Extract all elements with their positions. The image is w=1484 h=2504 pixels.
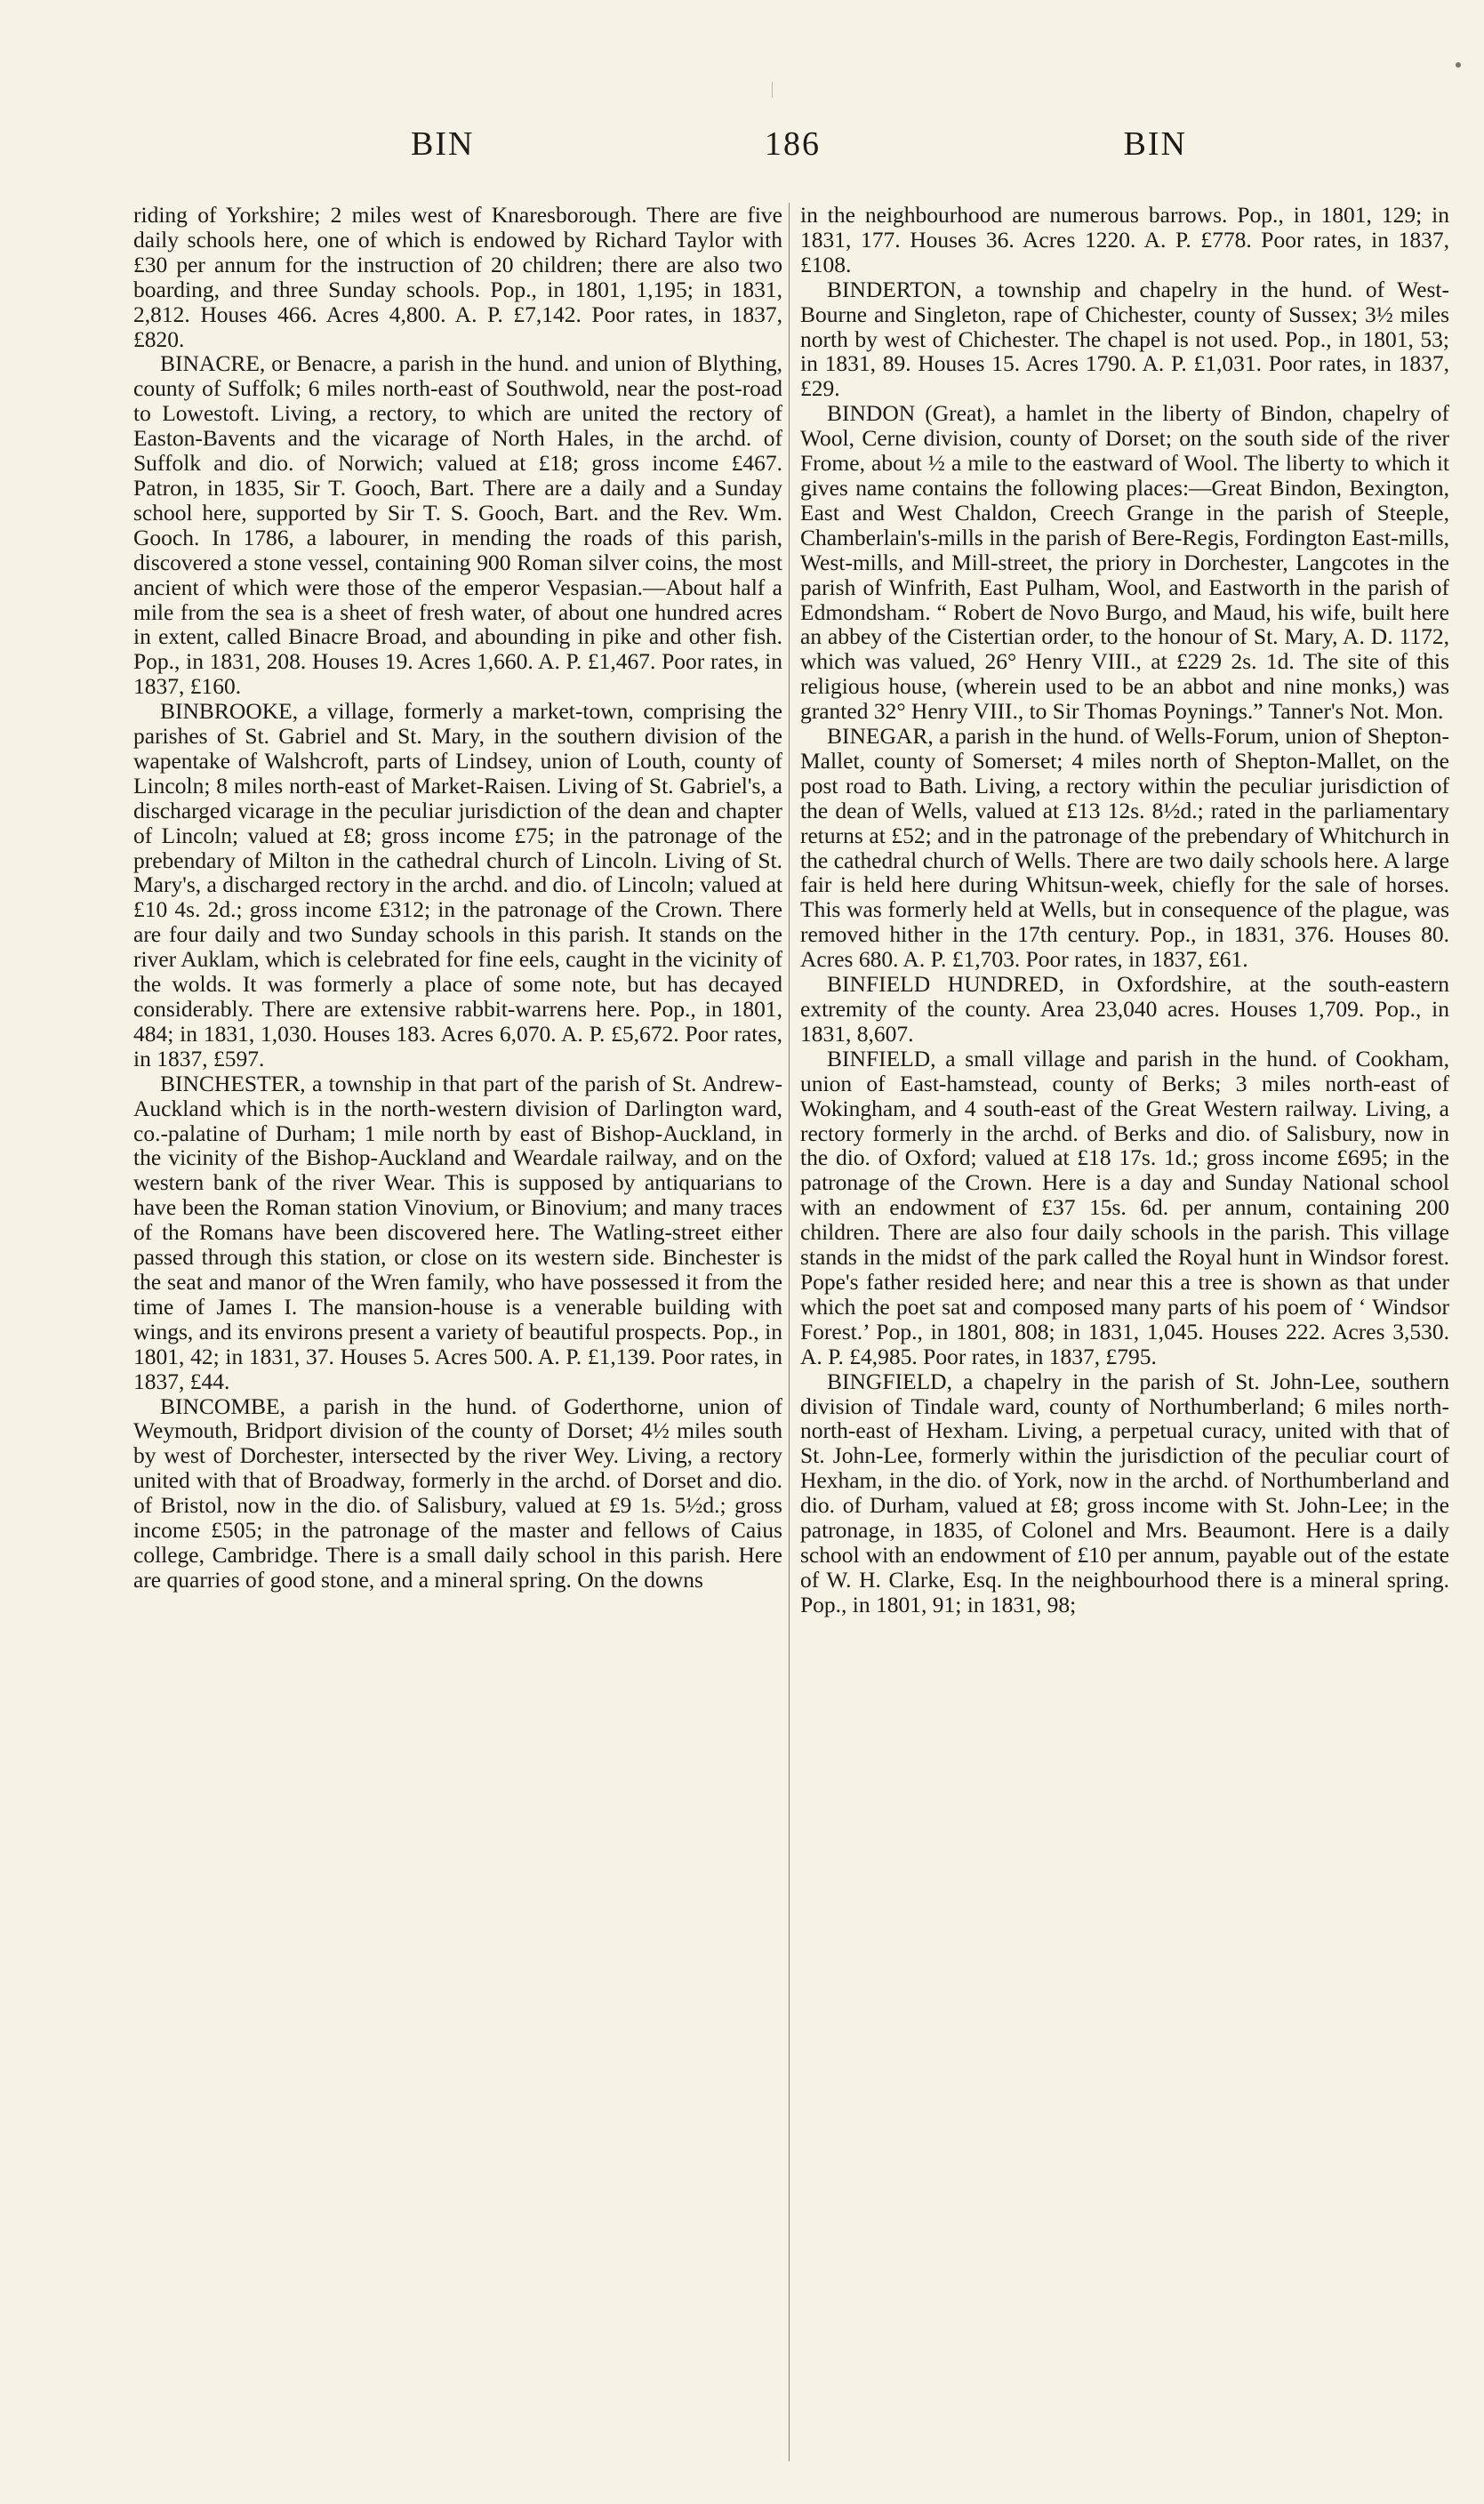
entry-binchester: BINCHESTER, a township in that part of the parish of St. Andrew-Auckland which is in the north-western division of Darlington ward, co.-palatine of Durham; 1 mile north by east of Bishop-Auckland, in the vicinity of the Bishop-Auckland and Weardale railway, and on the western bank of the river Wear. This is supposed by antiquarians to have been the Roman station Vinovium, or Binovium; and many traces of the Romans have been discovered here. The Watling-street either passed through this station, or close on its western side. Binchester is the seat and manor of the Wren family, who have possessed it from the time of James I. The mansion-house is a venerable building with wings, and its environs present a variety of beautiful prospects. Pop., in 1801, 42; in 1831, 37. Houses 5. Acres 500. A. P. £1,139. Poor rates, in 1837, £44. — [133, 1070, 782, 1394]
entry-bindon-great: BINDON (Great), a hamlet in the liberty of Bindon, chapelry of Wool, Cerne division, county of Dorset; on the south side of the river Frome, about ½ a mile to the eastward of Wool. The liberty to which it gives name contains the following places:—Great Bindon, Bexington, East and West Chaldon, Creech Grange in the parish of Steeple, Chamberlain's-mills in the parish of Bere-Regis, Fordington East-mills, West-mills, and Mill-street, the priory in Dorchester, Langcotes in the parish of Winfrith, East Pulham, Wool, and Eastworth in the parish of Edmondsham. “ Robert de Novo Burgo, and Maud, his wife, built here an abbey of the Cistertian order, to the honour of St. Mary, A. D. 1172, which was valued, 26° Henry VIII., at £229 2s. 1d. The site of this religious house, (wherein used to be an abbot and nine monks,) was granted 32° Henry VIII., to Sir Thomas Poynings.” Tanner's Not. Mon. — [800, 400, 1449, 725]
entry-continued: riding of Yorkshire; 2 miles west of Knaresborough. There are five daily schools here, one of which is endowed by Richard Taylor with £30 per annum for the instruction of 20 children; there are also two boarding, and three Sunday schools. Pop., in 1801, 1,195; in 1831, 2,812. Houses 466. Acres 4,800. A. P. £7,142. Poor rates, in 1837, £820. — [133, 202, 782, 352]
entry-binbrooke: BINBROOKE, a village, formerly a market-town, comprising the parishes of St. Gabriel and St. Mary, in the southern division of the wapentake of Walshcroft, parts of Lindsey, union of Louth, county of Lincoln; 8 miles north-east of Market-Raisen. Living of St. Gabriel's, a discharged vicarage in the peculiar jurisdiction of the dean and chapter of Lincoln; valued at £8; gross income £75; in the patronage of the prebendary of Milton in the cathedral church of Lincoln. Living of St. Mary's, a discharged rectory in the archd. and dio. of Lincoln; valued at £10 4s. 2d.; gross income £312; in the patronage of the Crown. There are four daily and two Sunday schools in this parish. It stands on the river Auklam, which is celebrated for fine eels, caught in the vicinity of the wolds. It was formerly a place of some note, but has decayed considerably. There are extensive rabbit-warrens here. Pop., in 1801, 484; in 1831, 1,030. Houses 183. Acres 6,070. A. P. £5,672. Poor rates, in 1837, £597. — [133, 698, 782, 1071]
right-column — [800, 203, 1449, 1617]
entry-binfield: BINFIELD, a small village and parish in the hund. of Cookham, union of East-hamstead, county of Berks; 3 miles north-east of Wokingham, and 4 south-east of the Great Western railway. Living, a rectory formerly in the archd. of Berks and dio. of Salisbury, now in the dio. of Oxford; valued at £18 17s. 1d.; gross income £695; in the patronage of the Crown. Here is a day and Sunday National school with an endowment of £37 15s. 6d. per annum, containing 200 children. There are also four daily schools in the parish. This village stands in the midst of the park called the Royal hunt in Windsor forest. Pope's father resided here; and near this a tree is shown as that under which the poet sat and composed many parts of his poem of ‘ Windsor Forest.’ Pop., in 1801, 808; in 1831, 1,045. Houses 222. Acres 3,530. A. P. £4,985. Poor rates, in 1837, £795. — [800, 1045, 1449, 1369]
running-header — [133, 124, 1356, 178]
entry-bincombe-continued: in the neighbourhood are numerous barrows. Pop., in 1801, 129; in 1831, 177. Houses 36. Acres 1220. A. P. £778. Poor rates, in 1837, £108. — [800, 202, 1449, 277]
entry-bincombe: BINCOMBE, a parish in the hund. of Goderthorne, union of Weymouth, Bridport division of the county of Dorset; 4½ miles south by west of Dorchester, intersected by the river Wey. Living, a rectory united with that of Broadway, formerly in the archd. of Dorset and dio. of Bristol, now in the dio. of Salisbury, valued at £9 1s. 5½d.; gross income £505; in the patronage of the master and fellows of Caius college, Cambridge. There is a small daily school in this parish. Here are quarries of good stone, and a mineral spring. On the downs — [133, 1392, 782, 1593]
ink-speck — [1456, 62, 1461, 68]
header-right-word: BIN — [1123, 125, 1187, 163]
entry-binderton: BINDERTON, a township and chapelry in the hund. of West-Bourne and Singleton, rape of Chichester, county of Sussex; 3½ miles north by west of Chichester. The chapel is not used. Pop., in 1801, 53; in 1831, 89. Houses 15. Acres 1790. A. P. £1,031. Poor rates, in 1837, £29. — [800, 276, 1449, 402]
ink-mark — [772, 82, 773, 98]
entry-binfield-hundred: BINFIELD HUNDRED, in Oxfordshire, at the south-eastern extremity of the county. Area 23,040 acres. Houses 1,709. Pop., in 1831, 8,607. — [800, 971, 1449, 1047]
entry-bingfield: BINGFIELD, a chapelry in the parish of St. John-Lee, southern division of Tindale ward, county of Northumberland; 6 miles north-north-east of Hexham. Living, a perpetual curacy, united with that of St. John-Lee, formerly within the jurisdiction of the peculiar court of Hexham, in the dio. of York, now in the archd. of Northumberland and dio. of Durham, valued at £8; gross income with St. John-Lee; in the patronage, in 1835, of Colonel and Mrs. Beaumont. Here is a daily school with an endowment of £10 per annum, payable out of the estate of W. H. Clarke, Esq. In the neighbourhood there is a mineral spring. Pop., in 1801, 91; in 1831, 98; — [800, 1368, 1449, 1617]
header-left-word: BIN — [411, 125, 475, 163]
left-column — [133, 203, 782, 1593]
entry-binegar: BINEGAR, a parish in the hund. of Wells-Forum, union of Shepton-Mallet, county of Somerset; 4 miles north of Shepton-Mallet, on the post road to Bath. Living, a rectory within the peculiar jurisdiction of the dean of Wells, valued at £13 12s. 8½d.; rated in the parliamentary returns at £52; and in the patronage of the prebendary of Whitchurch in the cathedral church of Wells. There are two daily schools here. A large fair is held here during Whitsun-week, chiefly for the sale of horses. This was formerly held at Wells, but in consequence of the plague, was removed hither in the 17th century. Pop., in 1831, 376. Houses 80. Acres 680. A. P. £1,703. Poor rates, in 1837, £61. — [800, 723, 1449, 973]
column-divider — [789, 203, 790, 2461]
page-number: 186 — [765, 125, 821, 163]
entry-binacre: BINACRE, or Benacre, a parish in the hund. and union of Blything, county of Suffolk; 6 miles north-east of Southwold, near the post-road to Lowestoft. Living, a rectory, to which are united the rectory of Easton-Bavents and the vicarage of North Hales, in the archd. of Suffolk and dio. of Norwich; valued at £18; gross income £467. Patron, in 1835, Sir T. Gooch, Bart. There are a daily and a Sunday school here, supported by Sir T. S. Gooch, Bart. and the Rev. Wm. Gooch. In 1786, a labourer, in mending the roads of this parish, discovered a stone vessel, containing 900 Roman silver coins, the most ancient of which were those of the emperor Vespasian.—About half a mile from the sea is a sheet of fresh water, of about one hundred acres in extent, called Binacre Broad, and abounding in pike and other fish. Pop., in 1831, 208. Houses 19. Acres 1,660. A. P. £1,467. Poor rates, in 1837, £160. — [133, 350, 782, 700]
